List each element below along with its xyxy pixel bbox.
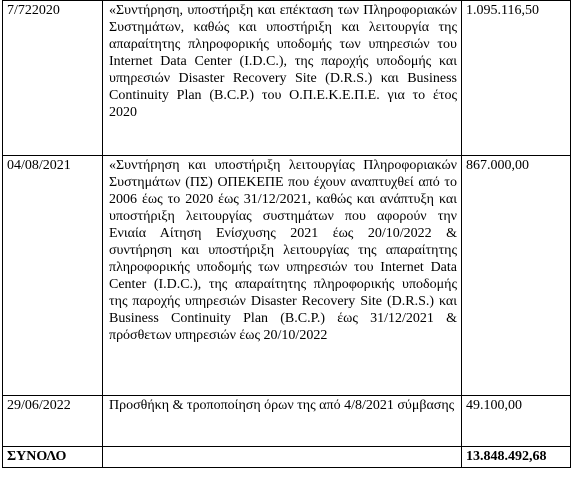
description-text: «Συντήρηση και υποστήριξη λειτουργίας Πληροφοριακών Συστημάτων (ΠΣ) ΟΠΕΚΕΠΕ που έχουν αναπτυχθεί από το 2006 έως το 2020 έως 31/12/2021, καθώς και ανάπτυξη και υποστήριξη λειτουργίας συστημάτων που αφορούν την Ενιαία Αίτηση Ενίσχυσης 2021 έως 20/10/2022 & συντήρηση και υποστήριξη λειτουργίας της απαραίτητης πληροφορικής υποδομής των υπηρεσιών του Internet Data Center (I.D.C.), της απαραίτητης πληροφορικής υποδομής της παροχής υπηρεσιών Disaster Recovery Site (D.R.S.) και Business Continuity Plan (B.C.P.) έως 31/12/2021 & πρόσθετων υπηρεσιών έως 20/10/2022: [109, 158, 457, 343]
total-label: ΣΥΝΟΛΟ: [3, 447, 103, 468]
total-row: [3, 447, 571, 468]
description-cell: [103, 156, 462, 396]
total-amount: 13.848.492,68: [462, 447, 571, 468]
description-cell: [103, 1, 462, 156]
contracts-table: [2, 0, 571, 468]
table-row: [3, 156, 571, 396]
description-text: «Συντήρηση, υποστήριξη και επέκταση των Πληροφοριακών Συστημάτων, καθώς και υποστήριξη και λειτουργία της απαραίτητης πληροφορικής υποδομής των υπηρεσιών του Internet Data Center (I.D.C.), της παροχής υποδομής και υπηρεσιών Disaster Recovery Site (D.R.S.) και Business Continuity Plan (B.C.P.) του Ο.Π.Ε.Κ.Ε.Π.Ε. για το έτος 2020: [109, 3, 457, 120]
amount-cell: 1.095.116,50: [462, 1, 571, 156]
amount-cell: 49.100,00: [462, 396, 571, 447]
description-text: Προσθήκη & τροποποίηση όρων της από 4/8/2021 σύμβασης: [109, 398, 455, 413]
table-row: [3, 1, 571, 156]
description-cell: [103, 396, 462, 447]
table-row: [3, 396, 571, 447]
date-cell: 29/06/2022: [3, 396, 103, 447]
total-description-cell: [103, 447, 462, 468]
date-cell: 7/722020: [3, 1, 103, 156]
amount-cell: 867.000,00: [462, 156, 571, 396]
date-cell: 04/08/2021: [3, 156, 103, 396]
